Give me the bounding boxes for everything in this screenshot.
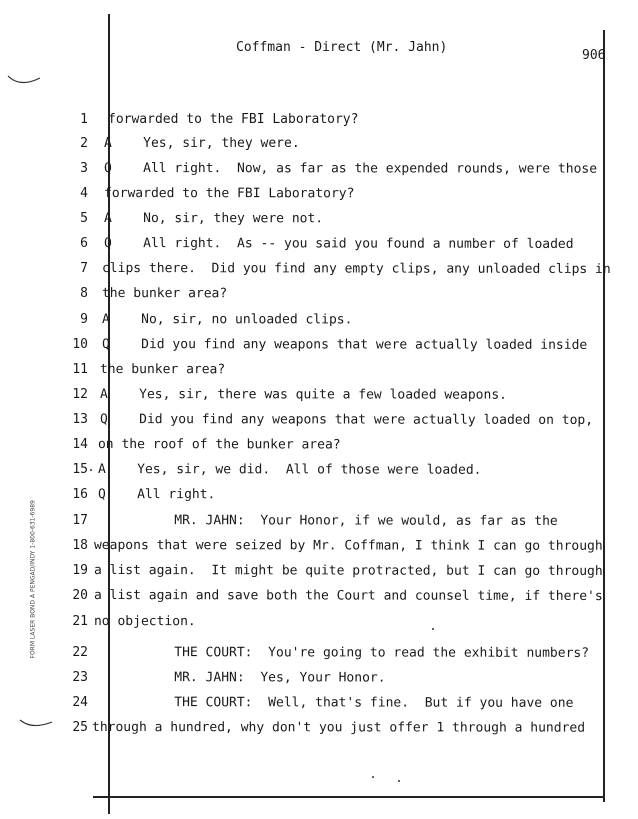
running-header: Coffman - Direct (Mr. Jahn) <box>236 40 448 55</box>
transcript-line: Q All right. <box>97 487 216 503</box>
transcript-line: on the roof of the bunker area? <box>97 437 341 453</box>
transcript-line: A No, sir, no unloaded clips. <box>101 312 353 328</box>
transcript-line: A Yes, sir, there was quite a few loaded weapons. <box>99 387 507 403</box>
line-number: 15 <box>72 462 88 477</box>
transcript-line: THE COURT: You're going to read the exhibit numbers? <box>95 645 590 661</box>
line-number: 23 <box>72 670 88 685</box>
transcript-line: A Yes, sir, they were. <box>104 136 300 151</box>
line-number: 6 <box>80 236 88 251</box>
transcript-line: Q Did you find any weapons that were actually loaded on top, <box>99 412 594 428</box>
line-number: 25 <box>72 720 88 735</box>
line-number: 16 <box>72 487 88 502</box>
line-number: 8 <box>80 286 88 301</box>
line-number: 21 <box>72 614 88 629</box>
line-number: 20 <box>72 588 88 603</box>
line-number: 2 <box>80 136 88 151</box>
scan-dot <box>398 780 400 782</box>
transcript-line: clips there. Did you find any empty clips, any unloaded clips in <box>101 261 611 277</box>
line-number: 7 <box>80 261 88 276</box>
line-number: 22 <box>72 645 88 660</box>
scan-mark-top <box>6 70 42 90</box>
scan-dot <box>432 628 434 630</box>
transcript-line: no objection. <box>93 614 196 630</box>
transcript-line: the bunker area? <box>99 362 226 378</box>
transcript-line: forwarded to the FBI Laboratory? <box>103 186 355 202</box>
line-number: 12 <box>72 387 88 402</box>
scan-mark-bottom <box>18 716 54 732</box>
form-side-label: FORM LASER BOND A PENGAD/INDY 1-800-631-6989 <box>29 500 37 659</box>
transcript-line: forwarded to the FBI Laboratory? <box>108 112 359 127</box>
transcript-line: Q All right. Now, as far as the expended rounds, were those <box>103 161 598 177</box>
line-number: 4 <box>80 186 88 201</box>
scan-dot <box>372 776 374 778</box>
line-number: 5 <box>80 211 88 226</box>
transcript-line: Q All right. As -- you said you found a number of loaded <box>103 236 574 252</box>
line-number: 17 <box>72 513 88 528</box>
line-number: 24 <box>72 695 88 710</box>
page-bottom-border <box>93 796 605 798</box>
transcript-line: THE COURT: Well, that's fine. But if you have one <box>95 695 574 711</box>
transcript-line: a list again and save both the Court and counsel time, if there's <box>93 588 603 604</box>
transcript-line: MR. JAHN: Yes, Your Honor. <box>95 670 386 686</box>
line-number: 13 <box>72 412 88 427</box>
line-number: 18 <box>72 538 88 553</box>
scan-dot <box>90 469 92 471</box>
transcript-line: through a hundred, why don't you just offer 1 through a hundred <box>91 720 586 736</box>
line-number: 3 <box>80 161 88 176</box>
transcript-line: a list again. It might be quite protracted, but I can go through <box>93 563 603 579</box>
transcript-line: the bunker area? <box>101 286 228 302</box>
line-number: 14 <box>72 437 88 452</box>
line-number: 11 <box>72 362 88 377</box>
line-number: 10 <box>72 337 88 352</box>
transcript-line: MR. JAHN: Your Honor, if we would, as far as the <box>95 513 558 529</box>
line-number: 9 <box>80 312 88 327</box>
line-number: 1 <box>80 112 88 127</box>
transcript-line: weapons that were seized by Mr. Coffman, I think I can go through <box>93 538 603 554</box>
line-number: 19 <box>72 563 88 578</box>
page-right-border <box>603 30 605 802</box>
transcript-line: Q Did you find any weapons that were actually loaded inside <box>101 337 588 353</box>
transcript-line: A No, sir, they were not. <box>103 211 324 227</box>
page-number: 906 <box>582 48 606 63</box>
transcript-line: A Yes, sir, we did. All of those were loaded. <box>97 462 482 478</box>
